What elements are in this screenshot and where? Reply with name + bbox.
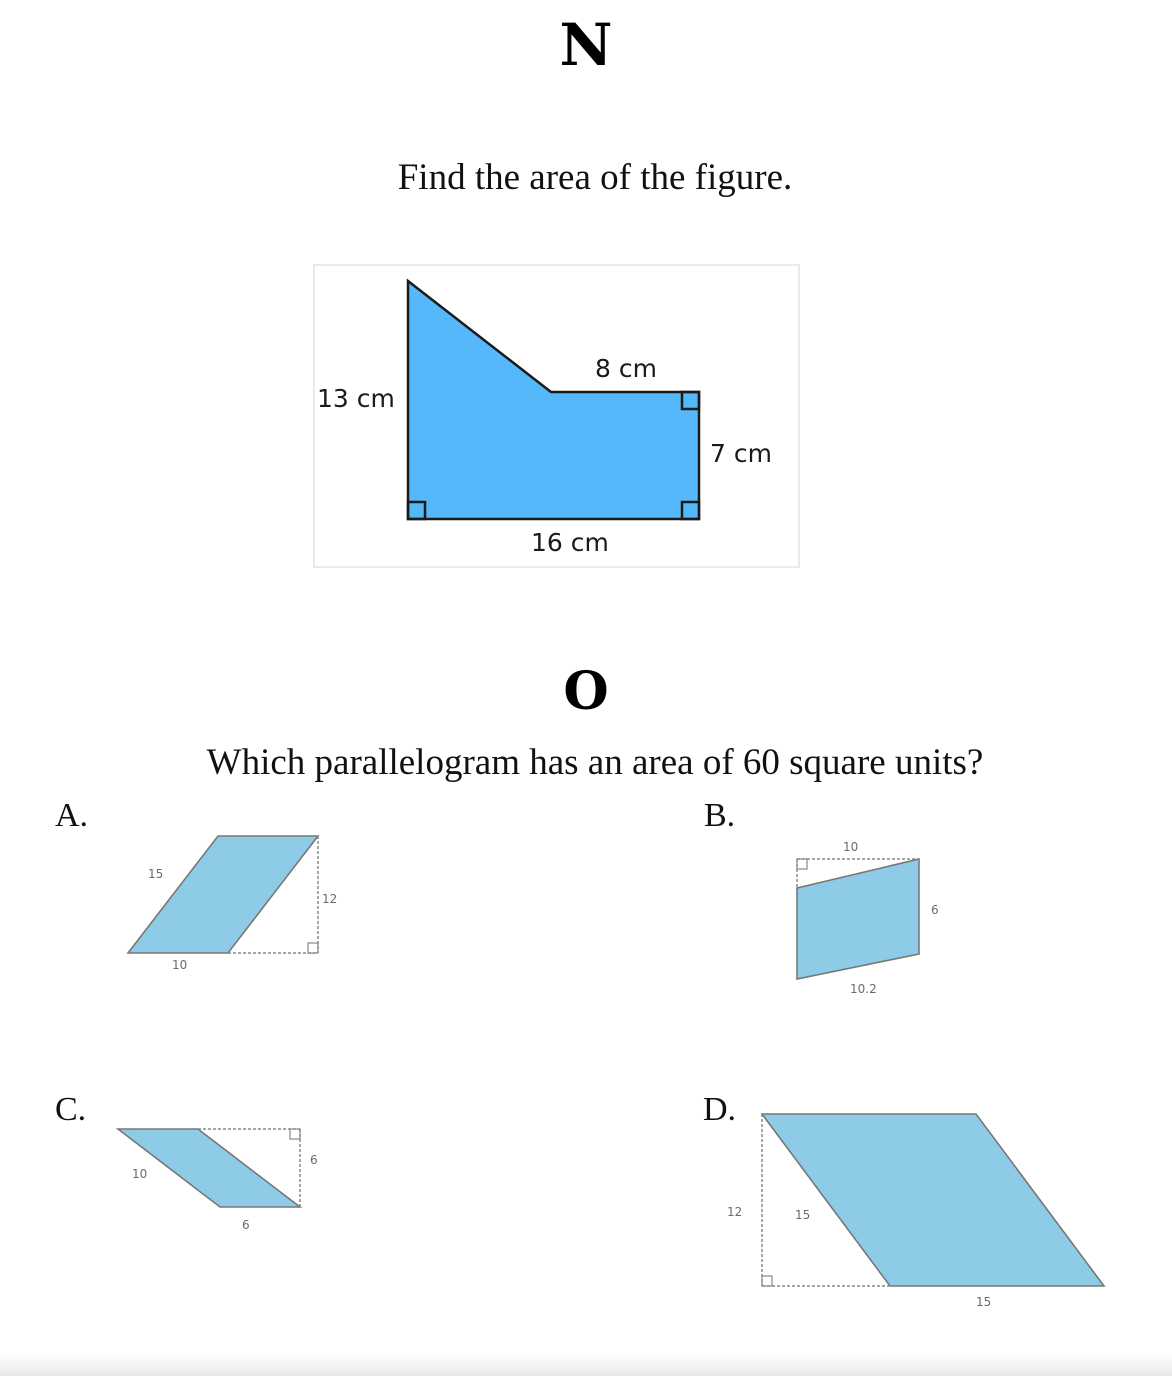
label-bottom: 16 cm (531, 528, 609, 557)
option-a-label[interactable]: A. (55, 797, 89, 834)
right-angle-marker (762, 1276, 772, 1286)
dim-top: 10 (843, 840, 859, 854)
dim-right: 6 (931, 903, 939, 917)
dim-base: 6 (242, 1218, 250, 1232)
right-angle-marker (308, 943, 318, 953)
dim-height: 12 (727, 1205, 743, 1219)
page-bottom-edge (0, 1352, 1172, 1376)
parallelogram-shape (797, 859, 919, 979)
label-left: 13 cm (317, 384, 395, 413)
parallelogram-shape (128, 836, 318, 953)
composite-figure (313, 264, 801, 570)
option-c-label[interactable]: C. (55, 1091, 87, 1128)
option-d-parallelogram[interactable] (720, 1104, 1120, 1314)
dim-side: 15 (148, 867, 164, 881)
parallelogram-shape (762, 1114, 1104, 1286)
option-b-label[interactable]: B. (704, 797, 736, 834)
problem-letter-o: O (563, 661, 609, 722)
dim-bottom: 10.2 (850, 982, 877, 996)
option-b-parallelogram[interactable] (780, 826, 960, 1006)
problem-o-prompt: Which parallelogram has an area of 60 square units? (206, 742, 984, 783)
problem-letter-n: N (559, 11, 613, 79)
dim-side: 10 (132, 1167, 148, 1181)
label-top-right: 8 cm (595, 354, 657, 383)
dim-base: 10 (172, 958, 188, 972)
option-c-parallelogram[interactable] (110, 1112, 330, 1242)
label-right: 7 cm (710, 439, 772, 468)
dim-height: 12 (322, 892, 338, 906)
right-angle-marker (797, 859, 807, 869)
option-d-label[interactable]: D. (703, 1091, 737, 1128)
problem-n-prompt: Find the area of the figure. (397, 157, 793, 198)
dim-side: 15 (795, 1208, 811, 1222)
option-a-parallelogram[interactable] (110, 822, 370, 982)
dim-base: 15 (976, 1295, 992, 1309)
right-angle-marker (290, 1129, 300, 1139)
dim-height: 6 (310, 1153, 318, 1167)
